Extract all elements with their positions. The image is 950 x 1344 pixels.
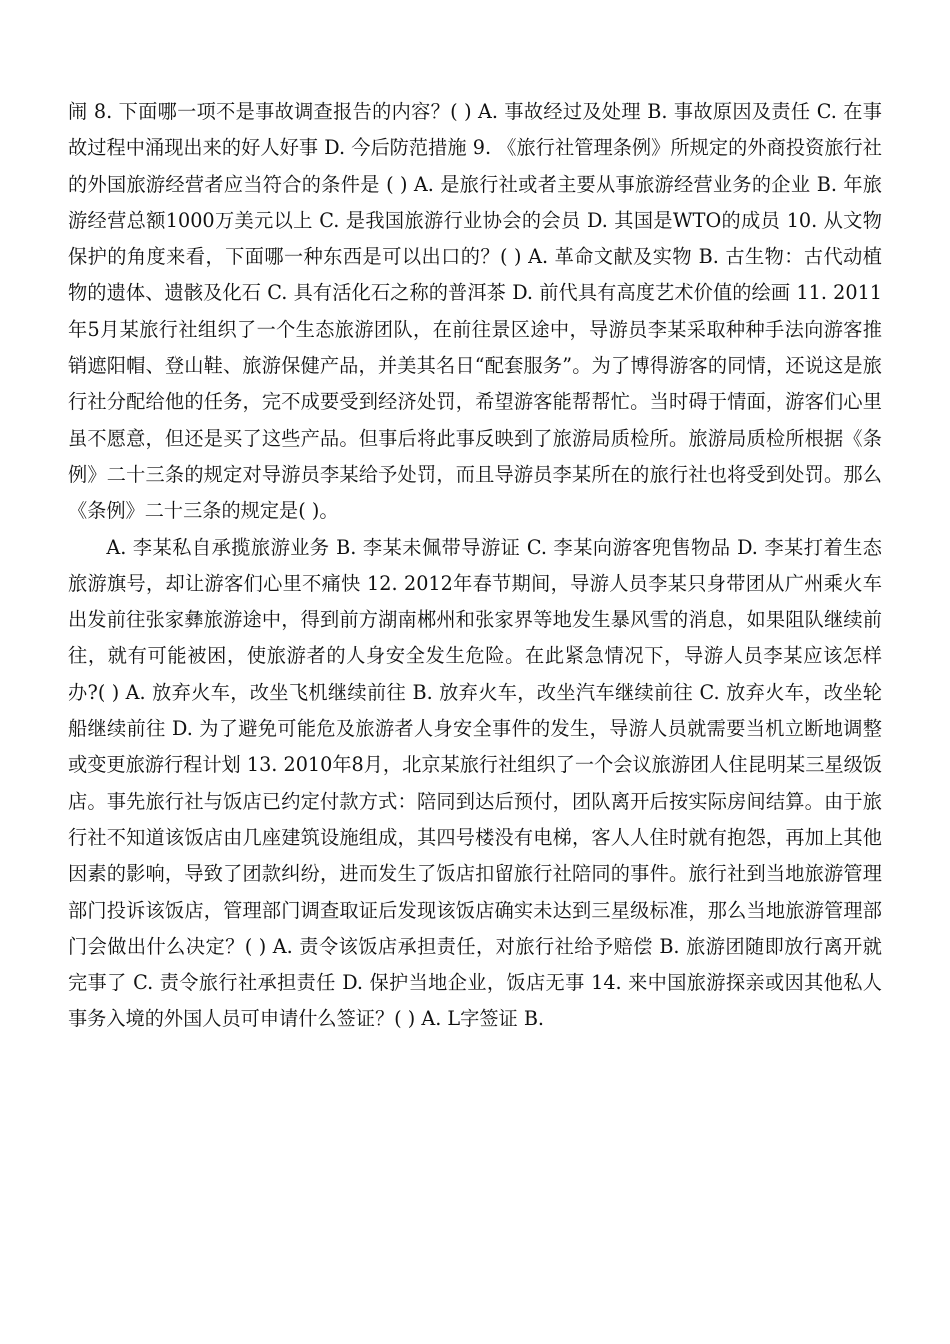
paragraph-questions-11-to-14: A. 李某私自承揽旅游业务 B. 李某未佩带导游证 C. 李某向游客兜售物品 D. 李某打着生态旅游旗号，却让游客们心里不痛快 12. 2012年春节期间，导游人员李某只身带团从广州乘火车出发前往张家彝旅游途中，得到前方湖南郴州和张家界等地发生暴风雪的消息，如果阻队继续前往，就有可能被困，使旅游者的人身安全发生危险。在此紧急情况下，导游人员李某应该怎样办?( ) A. 放弃火车，改坐飞机继续前往 B. 放弃火车，改坐汽车继续前往 C. 放弃火车，改坐轮船继续前往 D. 为了避免可能危及旅游者人身安全事件的发生，导游人员就需要当机立断地调整或变更旅游行程计划 13. 2010年8月，北京某旅行社组织了一个会议旅游团人住昆明某三星级饭店。事先旅行社与饭店已约定付款方式：陪同到达后预付，团队离开后按实际房间结算。由于旅行社不知道该饭店由几座建筑设施组成，其四号楼没有电梯，客人人住时就有抱怨，再加上其他因素的影响，导致了团款纠纷，进而发生了饭店扣留旅行社陪同的事件。旅行社到当地旅游管理部门投诉该饭店，管理部门调查取证后发现该饭店确实未达到三星级标准，那么当地旅游管理部门会做出什么决定？( ) A. 责令该饭店承担责任，对旅行社给予赔偿 B. 旅游团随即放行离开就完事了 C. 责令旅行社承担责任 D. 保护当地企业，饭店无事 14. 来中国旅游探亲或因其他私人事务入境的外国人员可申请什么签证？( ) A. L字签证 B. [68,535,882,1031]
document-body [68,94,882,1038]
paragraph-questions-8-to-11: 闹 8. 下面哪一项不是事故调查报告的内容？( ) A. 事故经过及处理 B. 事故原因及责任 C. 在事故过程中涌现出来的好人好事 D. 今后防范措施 9. 《旅行社管理条例》所规定的外商投资旅行社的外国旅游经营者应当符合的条件是 ( ) A. 是旅行社或者主要从事旅游经营业务的企业 B. 年旅游经营总额1000万美元以上 C. 是我国旅游行业协会的会员 D. 其国是WTO的成员 10. 从文物保护的角度来看，下面哪一种东西是可以出口的？( ) A. 革命文献及实物 B. 古生物：古代动植物的遗体、遗骸及化石 C. 具有活化石之称的普洱茶 D. 前代具有高度艺术价值的绘画 11. 2011年5月某旅行社组织了一个生态旅游团队，在前往景区途中，导游员李某采取种种手法向游客推销遮阳帽、登山鞋、旅游保健产品，并美其名日“配套服务”。为了博得游客的同情，还说这是旅行社分配给他的任务，完不成要受到经济处罚，希望游客能帮帮忙。当时碍于情面，游客们心里虽不愿意，但还是买了这些产品。但事后将此事反映到了旅游局质检所。旅游局质检所根据《条例》二十三条的规定对导游员李某给予处罚，而且导游员李某所在的旅行社也将受到处罚。那么《条例》二十三条的规定是( )。 [68,100,882,523]
